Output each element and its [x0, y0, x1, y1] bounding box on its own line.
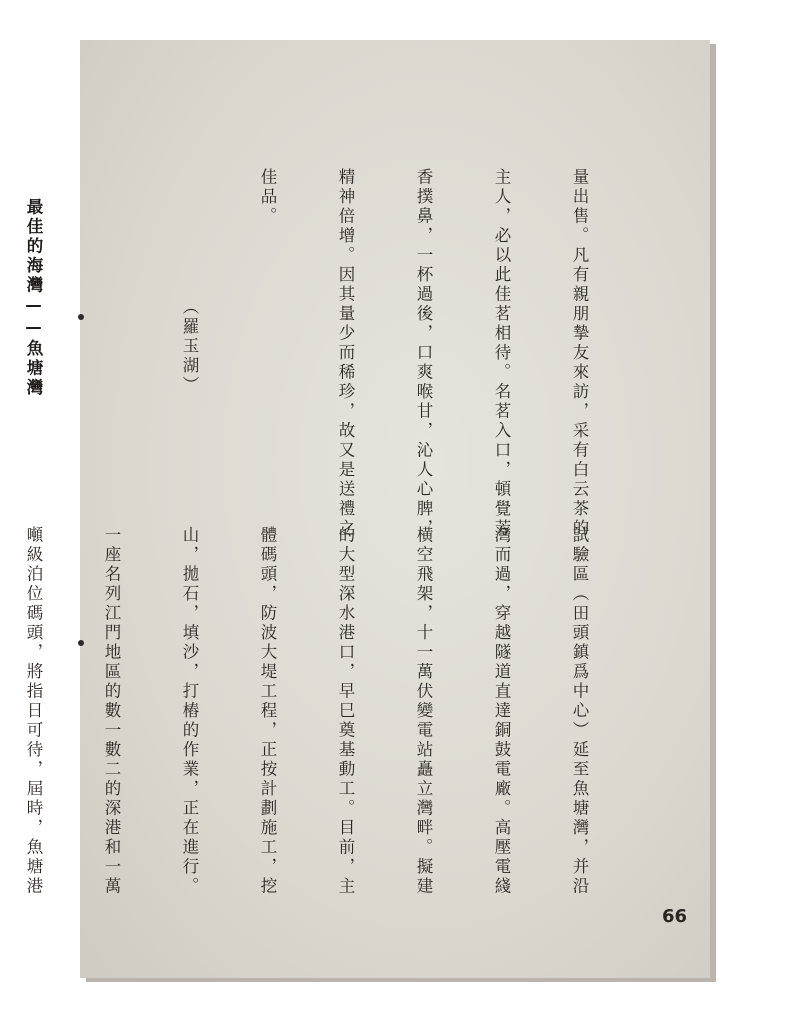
text-line: 主人，必以此佳茗相待。名茗入口，頓覺芳 [492, 168, 511, 539]
text-line: 横空飛架，十一萬伏變電站矗立灣畔。擬建 [414, 526, 433, 897]
book-page [24, 40, 710, 978]
text-line: 山，拋石，填沙，打樁的作業，正在進行。 [180, 526, 199, 897]
text-line: 量出售。凡有親朋摯友來訪，采有白云茶的 [570, 168, 589, 539]
bottom-text-column [0, 526, 644, 896]
binding-hole [78, 314, 84, 320]
author-credit: （羅玉湖） [180, 298, 199, 396]
text-line: 精神倍增。因其量少而稀珍，故又是送禮之 [336, 168, 355, 539]
binding-hole [78, 640, 84, 646]
text-line: 香撲鼻，一杯過後，口爽喉甘，沁人心脾， [414, 168, 433, 539]
text-line: 佳品。 [258, 168, 277, 227]
spacer-line [98, 168, 124, 528]
text-line: 的大型深水港口，早巳奠基動工。目前，主 [336, 526, 355, 897]
top-text-column [0, 168, 644, 539]
text-line: 試驗區（田頭鎮爲中心）延至魚塘灣，并沿 [570, 526, 589, 897]
text-line: 體碼頭，防波大堤工程，正按計劃施工，挖 [258, 526, 277, 897]
text-line: 灣而過，穿越隧道直達銅鼓電廠。高壓電綫 [492, 526, 511, 897]
section-heading: 最佳的海灣——魚塘灣 [24, 198, 43, 398]
text-line: 噸級泊位碼頭，將指日可待，屆時，魚塘港 [24, 526, 43, 897]
text-line: 一座名列江門地區的數一數二的深港和一萬 [102, 526, 121, 897]
page-number: 66 [662, 906, 688, 927]
